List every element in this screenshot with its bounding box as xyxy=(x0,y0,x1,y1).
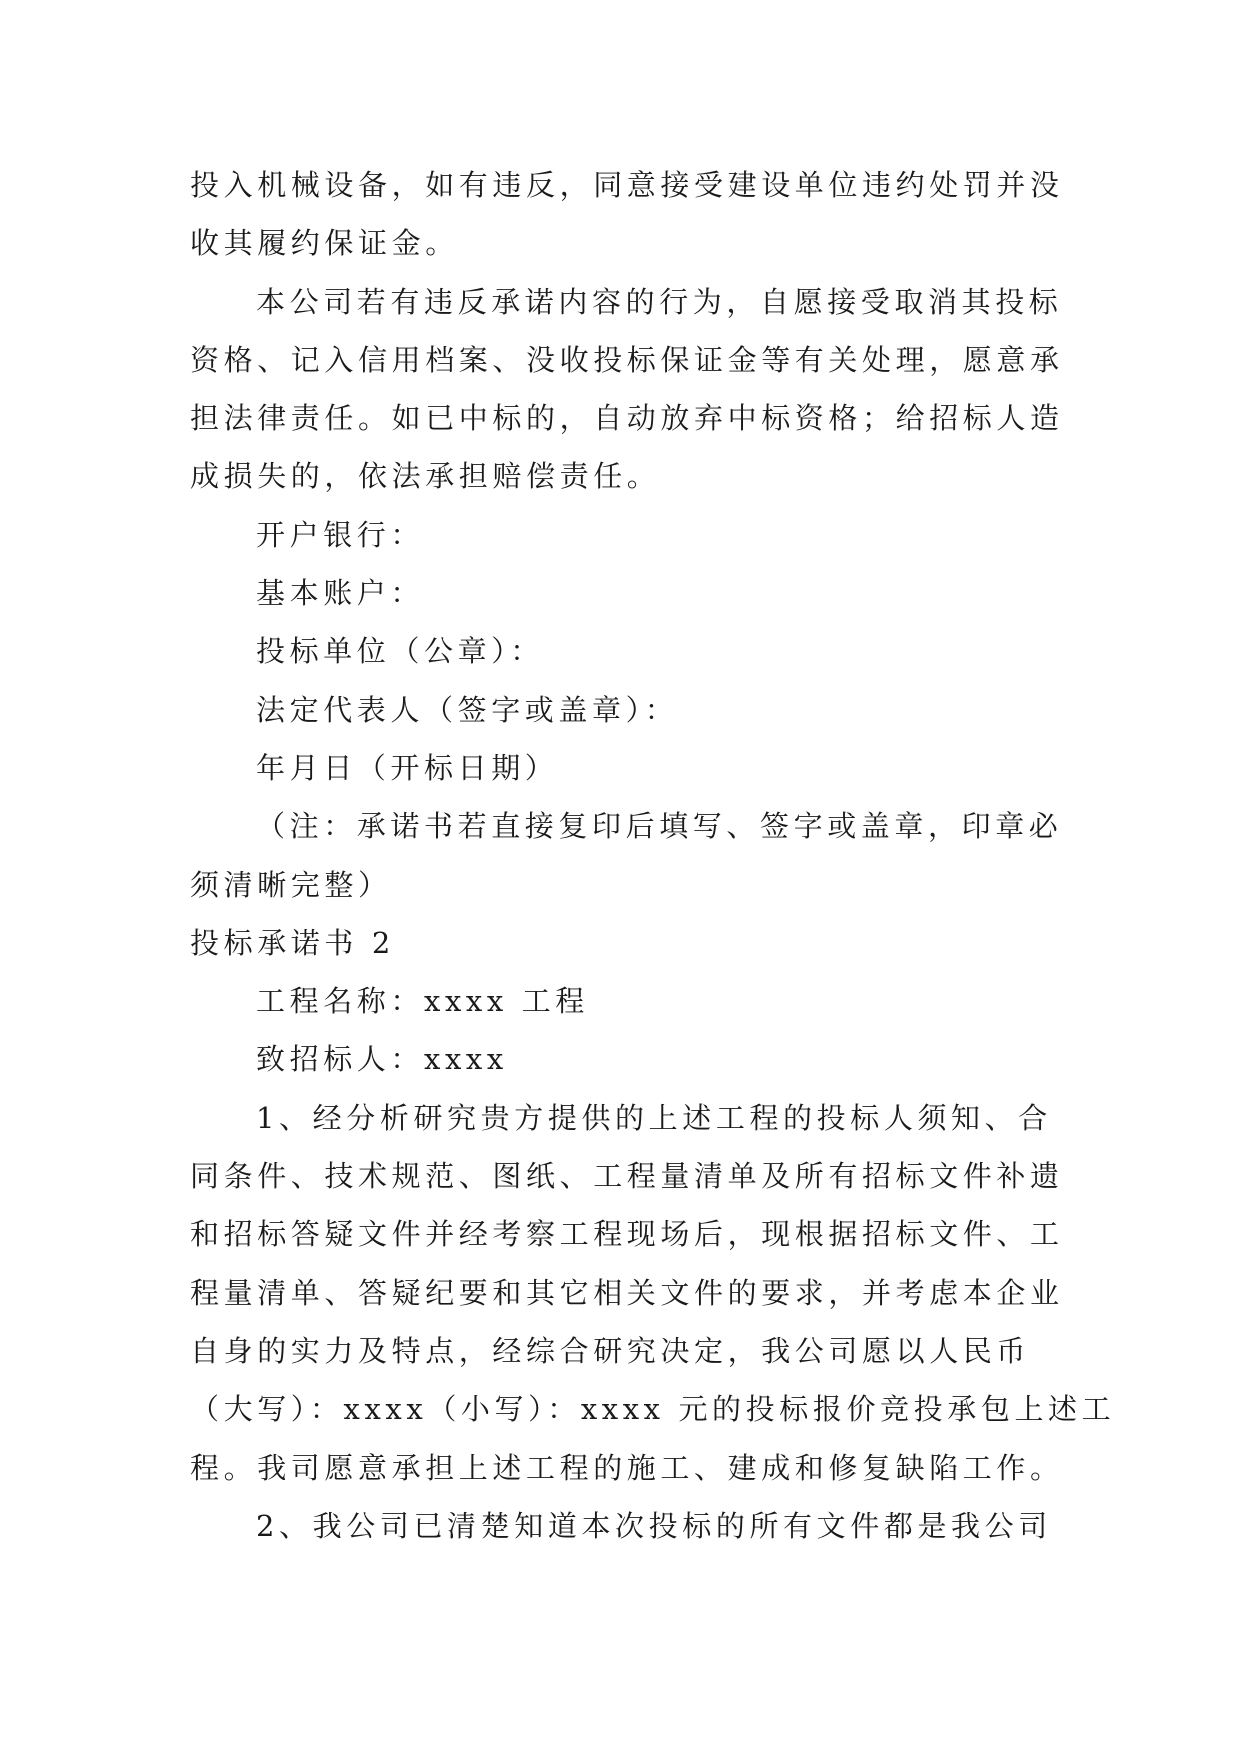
text-line: 成损失的，依法承担赔偿责任。 xyxy=(190,459,661,494)
text-line: 同条件、技术规范、图纸、工程量清单及所有招标文件补遗 xyxy=(190,1159,1064,1194)
field-label-account: 基本账户： xyxy=(256,576,425,611)
project-name: 工程名称：xxxx 工程 xyxy=(256,984,589,1019)
text-line: 1、经分析研究贵方提供的上述工程的投标人须知、合 xyxy=(256,1100,1052,1135)
text-line: 程量清单、答疑纪要和其它相关文件的要求，并考虑本企业 xyxy=(190,1275,1064,1310)
text-line: 自身的实力及特点，经综合研究决定，我公司愿以人民币 xyxy=(190,1333,1031,1368)
field-label-bank: 开户银行： xyxy=(256,517,425,552)
text-line: 担法律责任。如已中标的，自动放弃中标资格；给招标人造 xyxy=(190,401,1064,436)
text-line: 和招标答疑文件并经考察工程现场后，现根据招标文件、工 xyxy=(190,1217,1064,1252)
addressee: 致招标人：xxxx xyxy=(256,1042,508,1077)
document-page xyxy=(190,156,1116,1555)
text-line: 投入机械设备，如有违反，同意接受建设单位违约处罚并没 xyxy=(190,168,1064,202)
text-line: 本公司若有违反承诺内容的行为，自愿接受取消其投标 xyxy=(256,284,1063,319)
text-line: 资格、记入信用档案、没收投标保证金等有关处理，愿意承 xyxy=(190,342,1064,377)
section-heading: 投标承诺书 2 xyxy=(190,925,395,960)
text-line: 程。我司愿意承担上述工程的施工、建成和修复缺陷工作。 xyxy=(190,1450,1064,1485)
field-label-date: 年月日（开标日期） xyxy=(256,750,559,785)
note-text: （注：承诺书若直接复印后填写、签字或盖章，印章必 xyxy=(256,809,1063,844)
field-label-bidder: 投标单位（公章）： xyxy=(256,634,544,669)
text-line: （大写）：xxxx（小写）：xxxx 元的投标报价竞投承包上述工 xyxy=(190,1392,1116,1427)
text-line: 收其履约保证金。 xyxy=(190,226,459,261)
text-line: 2、我公司已清楚知道本次投标的所有文件都是我公司 xyxy=(256,1508,1052,1543)
field-label-legal-rep: 法定代表人（签字或盖章）： xyxy=(256,692,679,727)
note-text: 须清晰完整） xyxy=(190,867,392,902)
